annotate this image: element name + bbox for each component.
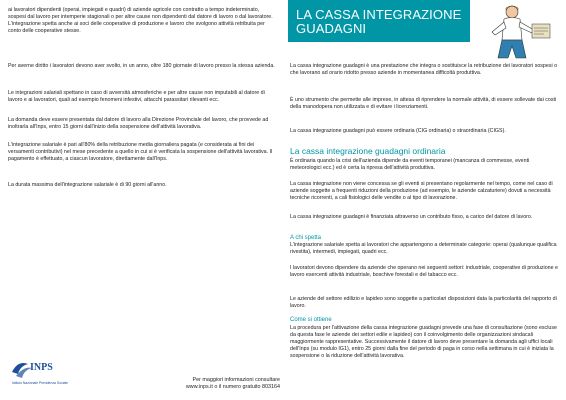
logo-text: INPS — [30, 362, 53, 373]
worker-figure-icon — [482, 2, 564, 60]
right-paragraph-10: La procedura per l'attivazione della cassa integrazione guadagni prevede una fase di consultazione (sono escluse da questa fase le aziende dei settori edile e lapideo) con il coinvolgimento delle organizzazioni sindacali maggiormente rappresentative. Successivamente il datore di lavoro deve presentare la domanda agli uffici locali dell'Inps (su modulo IG1), entro 25 giorni dalla fine del periodo di paga in corso nella settimana in cui è iniziata la sospensione o la riduzione dell'attività lavorativa. — [290, 325, 557, 359]
right-paragraph-7: L'integrazione salariale spetta ai lavoratori che appartengono a determinate categorie: operai (qualunque qualifica rivestita), intermedi, impiegati, quadri ecc. — [290, 242, 557, 255]
section-heading-ordinaria: La cassa integrazione guadagni ordinaria — [290, 146, 446, 156]
left-paragraph-1: ai lavoratori dipendenti (operai, impiegati e quadri) di aziende agricole con contratto a tempo indeterminato, sospesi dal lavoro per intemperie stagionali o per altre cause non dipendenti dal datore di lavoro o dal lavoratore. L'integrazione spetta anche ai soci delle cooperative di produzione e lavoro che svolgono attività retribuita per conto delle cooperative stesse. — [8, 7, 273, 34]
page-title: LA CASSA INTEGRAZIONE GUADAGNI — [296, 7, 462, 36]
left-paragraph-3: Le integrazioni salariali spettano in caso di avversità atmosferiche e per altre cause non imputabili al datore di lavoro e ai lavoratori, quali ad esempio fenomeni infestivi, attacchi parassitari rilevanti ecc. — [8, 90, 265, 103]
right-paragraph-1: La cassa integrazione guadagni è una prestazione che integra o sostituisce la retribuzione dei lavoratori sospesi o che lavorano ad orario ridotto presso aziende in momentanea difficoltà produttiva. — [290, 63, 558, 76]
right-paragraph-2: È uno strumento che permette alle imprese, in attesa di riprendere la normale attività, di essere sollevate dai costi della manodopera non utilizzata e di evitare i licenziamenti. — [290, 97, 557, 110]
logo-subtitle: Istituto Nazionale Previdenza Sociale — [12, 381, 68, 385]
right-paragraph-8: I lavoratori devono dipendere da aziende che operano nei seguenti settori: industriale, cooperative di produzione e lavoro esercenti attività industriale, boschive forestali e del tabacco ecc. — [290, 265, 558, 278]
subheading-come-si-ottiene: Come si ottiene — [290, 317, 332, 323]
left-paragraph-4: La domanda deve essere presentata dal datore di lavoro alla Direzione Provinciale del lavoro, che provvede ad inoltrarla all'Inps, entro 15 giorni dall'inizio della sospensione dell'attività lavorativa. — [8, 117, 269, 130]
left-paragraph-6: La durata massima dell'integrazione salariale è di 90 giorni all'anno. — [8, 182, 167, 188]
subheading-a-chi-spetta: A chi spetta — [290, 235, 322, 241]
right-paragraph-5: La cassa integrazione non viene concessa se gli eventi si presentano regolarmente nel tempo, come nel caso di aziende soggette a frequenti riduzioni della produzione (ad esempio, le aziende calzaturiere) dovuti a necessità tecniche ricorrenti, a cali fisiologici delle vendite o al tipo di lavorazione. — [290, 181, 553, 201]
inps-logo-icon — [10, 356, 70, 388]
footer-line-2: www.inps.it o il numero gratuito 803164 — [185, 384, 280, 390]
left-paragraph-5: L'integrazione salariale è pari all'80% della retribuzione media giornaliera pagata (e considerata ai fini dei versamenti contributivi) nel mese precedente a quello in cui si è verificata la sospensione dell'attività lavorativa. Il pagamento è effettuato, a ciascun lavoratore, direttamente dall'Inps. — [8, 142, 273, 162]
right-paragraph-3: La cassa integrazione guadagni può essere ordinaria (CIG ordinaria) o straordinaria (CIGS). — [290, 128, 506, 134]
right-paragraph-9: Le aziende del settore edilizio e lapideo sono soggette a particolari disposizioni data la particolarità del rapporto di lavoro. — [290, 296, 557, 309]
right-paragraph-6: La cassa integrazione guadagni è finanziata attraverso un contributo fisso, a carico del datore di lavoro. — [290, 214, 533, 220]
title-banner — [288, 0, 470, 42]
footer-info — [140, 377, 280, 391]
inps-logo — [10, 356, 70, 388]
footer-line-1: Per maggiori informazioni consultare — [192, 377, 280, 383]
worker-illustration — [482, 2, 564, 60]
left-paragraph-2: Per averne diritto i lavoratori devono aver svolto, in un anno, oltre 180 giornate di lavoro presso la stessa azienda. — [8, 63, 275, 69]
right-paragraph-4: È ordinaria quando la crisi dell'azienda dipende da eventi temporanei (mancanza di commesse, eventi meteorologici ecc.) ed è certa la ripresa dell'attività produttiva. — [290, 158, 530, 171]
